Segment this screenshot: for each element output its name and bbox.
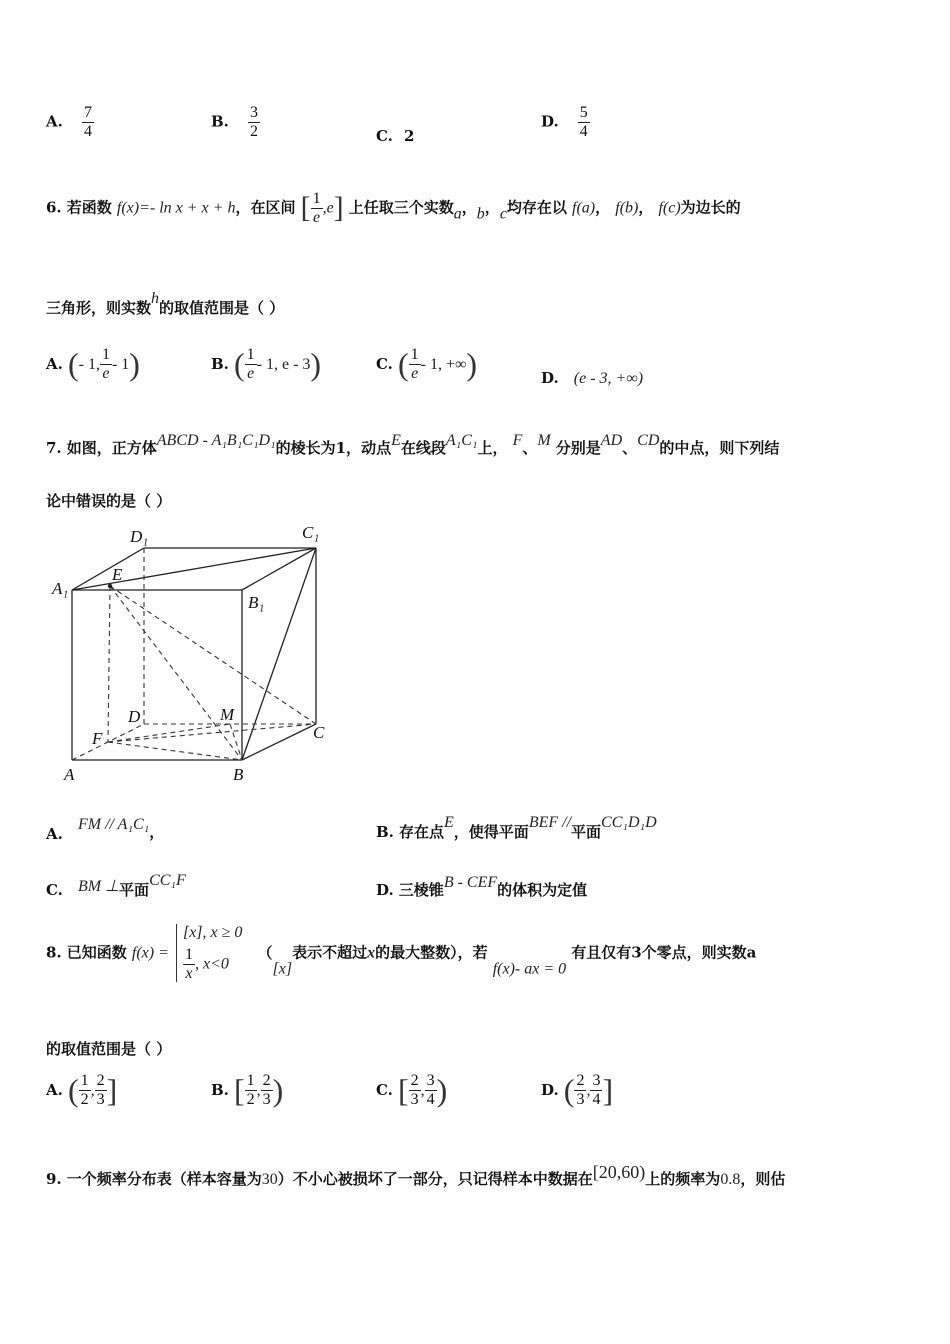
- text: 平面: [119, 881, 150, 899]
- question-number: 8.: [46, 943, 62, 962]
- math: c: [499, 205, 507, 223]
- q6-stem-line1: 6. 若函数 f(x)=- ln x + x + h，在区间 [ $\frac{1}{e}$ ,e] 上任取三个实数a，b，c均存在以 f(a)， f(b)， f(c)为边长的: [46, 190, 741, 226]
- q7-option-c: [46, 870, 186, 900]
- label-b1: B₁: [248, 593, 265, 612]
- cube-figure: [40, 518, 360, 788]
- q8-option-a: A. ( $\frac{1}{2}$ , $\frac{2}{3}$ ]: [46, 1072, 118, 1108]
- math: CC₁F: [149, 872, 186, 889]
- question-number: 9.: [46, 1170, 62, 1188]
- text: ，在区间: [235, 198, 296, 217]
- option-label: D.: [541, 369, 559, 387]
- option-label: D.: [376, 881, 394, 899]
- text: ，则估: [740, 1170, 786, 1188]
- text: 上的频率为: [645, 1170, 721, 1188]
- option-label: D.: [541, 1081, 559, 1099]
- q6-option-a: A. (- 1, $\frac{1}{e}$ - 1): [46, 346, 140, 382]
- label-d: D: [128, 707, 141, 726]
- text: 均存在以: [506, 198, 567, 217]
- option-label: B.: [211, 355, 229, 373]
- q8-option-c: C. [ $\frac{2}{3}$ , $\frac{3}{4}$ ): [376, 1072, 448, 1108]
- label-f: F: [92, 729, 103, 748]
- math: f(x)=- ln x + x + h: [116, 199, 236, 217]
- q5-option-b: [211, 104, 260, 140]
- option-label: C.: [376, 355, 393, 373]
- option-label: C.: [376, 1081, 393, 1099]
- text: 如图，正方体: [66, 439, 157, 457]
- math: f(c): [658, 199, 681, 217]
- label-c1: C₁: [302, 523, 320, 542]
- option-label: C.: [376, 127, 393, 145]
- q8-stem-line2: [46, 1038, 171, 1059]
- math: AD: [600, 432, 623, 449]
- math: - 1, +∞: [420, 356, 467, 373]
- q8-option-b: B. [ $\frac{1}{2}$ , $\frac{2}{3}$ ): [211, 1072, 284, 1108]
- math: 30: [261, 1171, 278, 1188]
- text: 在线段: [400, 439, 446, 457]
- math: f(a): [572, 199, 596, 217]
- option-label: A.: [46, 825, 63, 843]
- label-m: M: [220, 705, 235, 724]
- fraction: $\frac{1}{e}$: [410, 346, 419, 382]
- math: BM ⊥: [78, 878, 120, 895]
- q8-stem-line1: 8. 已知函数 f(x) = [x], x ≥ 0 $\frac{1}{x}$ , x<0 （[x]表示不超过x的最大整数），若 f(x)- ax = 0 有且仅有3个零点，则实数a: [46, 924, 757, 982]
- math: ,e: [322, 199, 334, 217]
- option-label: C.: [46, 881, 63, 899]
- math: x: [367, 944, 376, 962]
- math: (e - 3, +∞): [573, 370, 644, 387]
- question-number: 7.: [46, 439, 62, 457]
- q6-stem-line2: [46, 290, 284, 318]
- q7-option-d: [376, 872, 587, 900]
- math: FM // A₁C₁: [77, 816, 150, 833]
- math: a: [453, 205, 462, 223]
- math: - 1,: [78, 356, 100, 373]
- q5-option-a: [46, 104, 94, 140]
- text: 的最大整数），若: [375, 943, 488, 962]
- text: 三角形，则实数: [46, 299, 152, 317]
- text: 的取值范围是（ ）: [159, 299, 285, 317]
- option-value: 2: [404, 127, 415, 145]
- label-c: C: [313, 723, 325, 742]
- math: 0.8: [720, 1171, 741, 1188]
- math: M: [537, 432, 551, 449]
- text: 上，: [477, 439, 508, 457]
- fraction: $\frac{5}{4}$: [579, 104, 588, 140]
- math: [x]: [272, 960, 293, 978]
- math: ABCD - A₁B₁C₁D₁: [156, 432, 276, 449]
- math: [20,60): [592, 1162, 646, 1182]
- fraction: $\frac{1}{e}$: [101, 346, 110, 382]
- text: 的棱长为1，动点: [275, 439, 392, 457]
- label-d1: D₁: [130, 527, 149, 546]
- fraction: $\frac{3}{2}$: [250, 104, 258, 140]
- text: 存在点: [399, 823, 445, 841]
- option-label: A.: [46, 1081, 63, 1099]
- label-e: E: [112, 565, 123, 584]
- option-label: D.: [541, 112, 559, 131]
- text: 为边长的: [680, 198, 741, 217]
- math: A₁C₁: [445, 432, 478, 449]
- math: f(x) =: [131, 944, 169, 962]
- q7-stem-line1: 7. 如图，正方体ABCD - A₁B₁C₁D₁的棱长为1，动点E在线段A₁C₁上， F、M 分别是AD、CD的中点，则下列结: [46, 432, 780, 457]
- math: BEF //: [528, 814, 572, 831]
- text: 的中点，则下列结: [659, 439, 780, 457]
- math: h: [151, 290, 160, 307]
- math: f(b): [615, 199, 639, 217]
- q6-option-d: [541, 368, 643, 388]
- text: 论中错误的是（ ）: [46, 492, 172, 510]
- label-b: B: [233, 765, 244, 784]
- option-label: B.: [211, 1081, 229, 1099]
- fraction: $\frac{7}{4}$: [83, 104, 92, 140]
- case-2: $\frac{1}{x}$ , x<0: [184, 946, 229, 982]
- text: ）不小心被损坏了一部分，只记得样本中数据在: [277, 1170, 593, 1188]
- text: 分别是: [555, 439, 601, 457]
- q7-option-a: A. FM // A₁C₁，: [46, 816, 165, 843]
- text: ，使得平面: [453, 823, 529, 841]
- q5-option-c: [376, 126, 414, 145]
- fraction: $\frac{1}{e}$: [312, 190, 321, 226]
- q9-stem-line1: [46, 1162, 785, 1189]
- q7-stem-line2: [46, 490, 171, 511]
- math: f(x)- ax = 0: [492, 960, 567, 978]
- math: F: [512, 432, 523, 449]
- math: E: [391, 432, 401, 449]
- piecewise-cases: [176, 924, 242, 982]
- q7-option-b: [376, 812, 657, 842]
- case-1: [x], x ≥ 0: [182, 924, 243, 941]
- math: b: [476, 205, 485, 223]
- text: 表示不超过: [292, 943, 368, 962]
- q6-option-c: C. ( $\frac{1}{e}$ - 1, +∞): [376, 346, 478, 382]
- label-a1: A₁: [52, 579, 69, 598]
- text: 平面: [571, 823, 602, 841]
- math: - 1, e - 3: [256, 356, 311, 373]
- q8-option-d: D. ( $\frac{2}{3}$ , $\frac{3}{4}$ ]: [541, 1072, 614, 1108]
- text: 已知函数: [66, 943, 127, 962]
- option-label: B.: [376, 823, 394, 841]
- label-a: A: [64, 765, 75, 784]
- text: 三棱锥: [398, 881, 444, 899]
- math: E: [444, 814, 454, 831]
- text: 的体积为定值: [497, 881, 588, 899]
- math: - 1: [111, 356, 130, 373]
- q5-option-d: [541, 104, 590, 140]
- option-label: A.: [46, 355, 63, 373]
- math: B - CEF: [443, 874, 498, 891]
- text: 若函数: [66, 198, 112, 217]
- math: CD: [637, 432, 660, 449]
- fraction: $\frac{1}{e}$: [246, 346, 255, 382]
- text: 上任取三个实数: [348, 198, 454, 217]
- option-label: B.: [211, 112, 229, 131]
- q6-option-b: B. ( $\frac{1}{e}$ - 1, e - 3): [211, 346, 322, 382]
- option-label: A.: [46, 112, 63, 131]
- text: 有且仅有3个零点，则实数a: [571, 943, 757, 962]
- math: CC₁D₁D: [601, 814, 657, 831]
- point-e: [108, 584, 112, 588]
- text: 一个频率分布表（样本容量为: [66, 1170, 262, 1188]
- question-number: 6.: [46, 198, 62, 217]
- text: 的取值范围是（ ）: [46, 1040, 172, 1058]
